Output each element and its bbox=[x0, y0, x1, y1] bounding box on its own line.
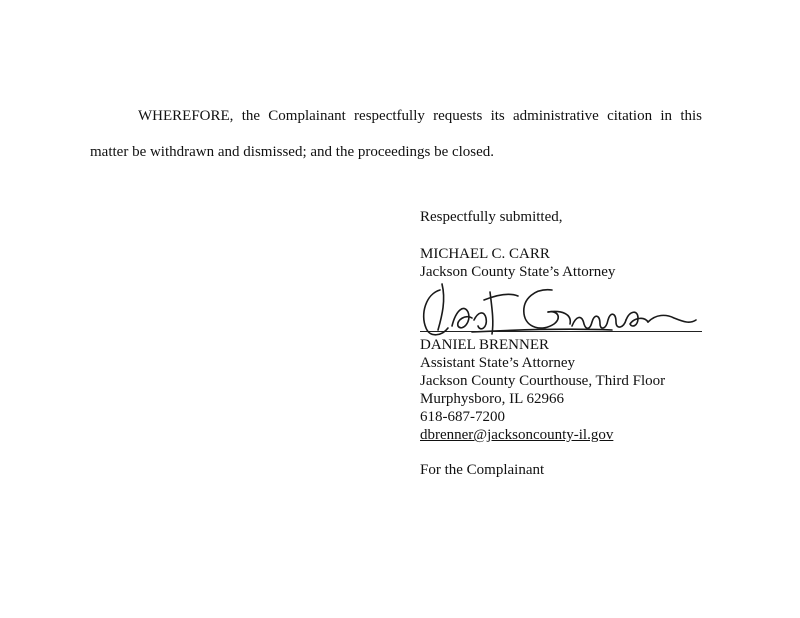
wherefore-paragraph: WHEREFORE, the Complainant respectfully requests its administrative citation in this matter be withdrawn and dismissed; and the proceedings be closed. bbox=[90, 108, 702, 160]
respectfully-submitted: Respectfully submitted, bbox=[420, 209, 563, 225]
signer-name: DANIEL BRENNER bbox=[420, 337, 550, 353]
phone-number: 618-687-7200 bbox=[420, 409, 505, 425]
signature-rule bbox=[420, 331, 702, 332]
for-party: For the Complainant bbox=[420, 462, 545, 478]
official-title: Jackson County State’s Attorney bbox=[420, 264, 616, 280]
official-name: MICHAEL C. CARR bbox=[420, 246, 550, 262]
email-line bbox=[420, 426, 613, 444]
email-link[interactable]: dbrenner@jacksoncounty-il.gov bbox=[420, 427, 614, 443]
signer-title: Assistant State’s Attorney bbox=[420, 355, 575, 371]
address-line-1: Jackson County Courthouse, Third Floor bbox=[420, 373, 666, 389]
address-line-2: Murphysboro, IL 62966 bbox=[420, 391, 565, 407]
